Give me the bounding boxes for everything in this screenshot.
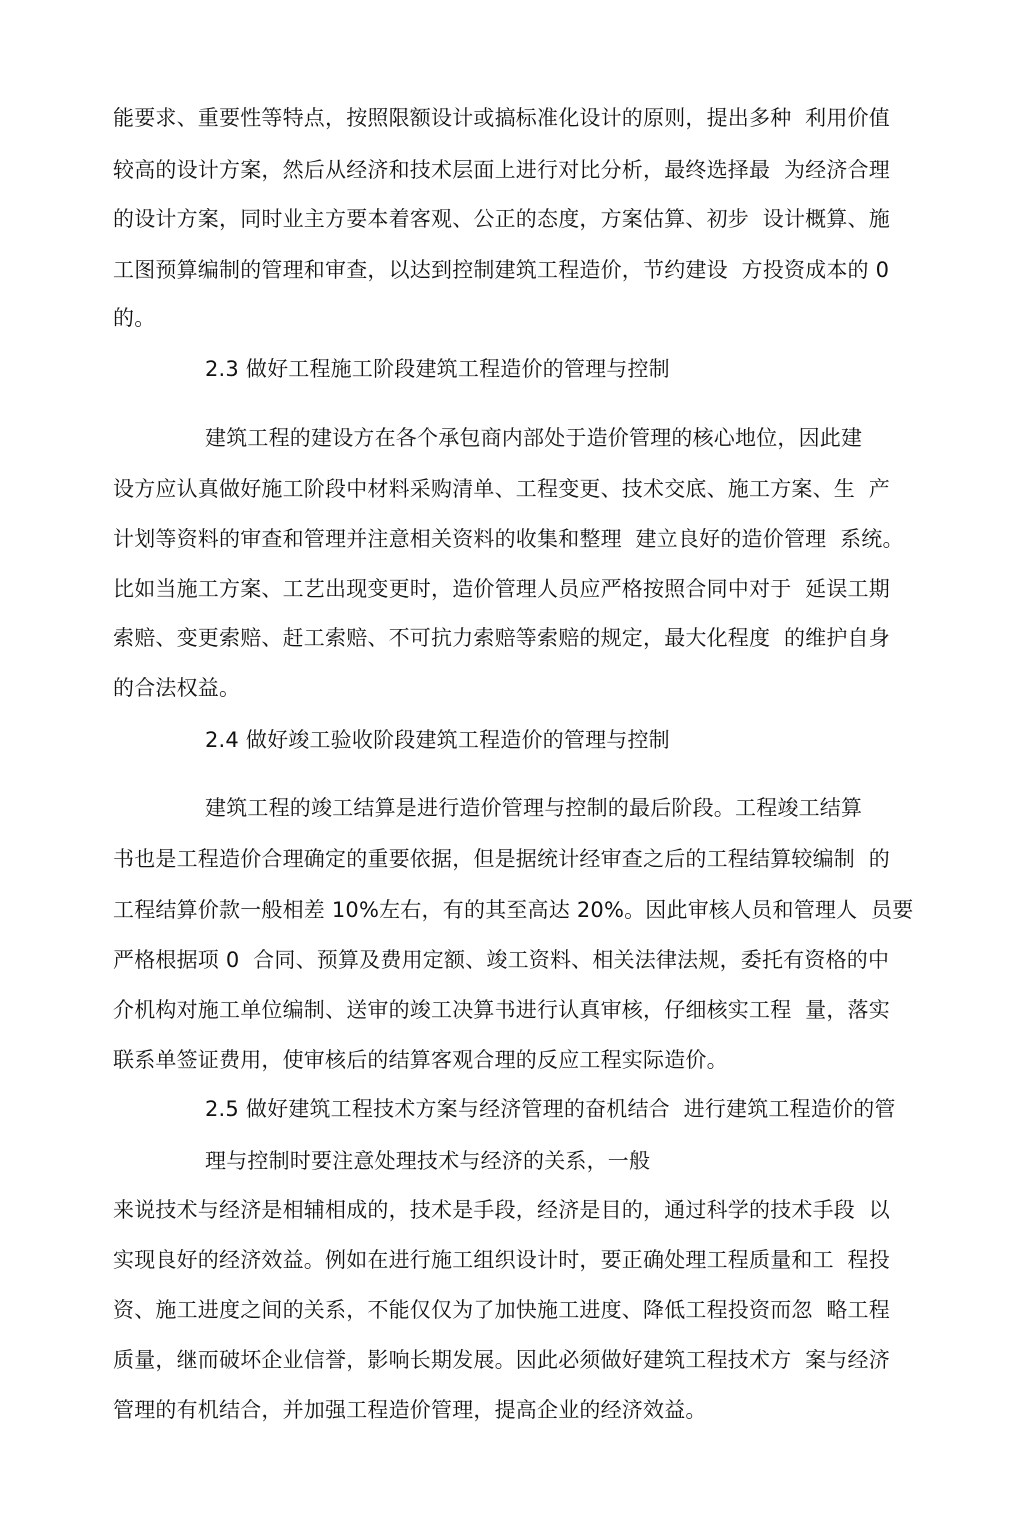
- body-text-line: 的合法权益。: [113, 676, 241, 700]
- section-heading-2-3: 2.3 做好工程施工阶段建筑工程造价的管理与控制: [205, 357, 670, 381]
- section-heading-2-5: 2.5 做好建筑工程技术方案与经济管理的奋机结合 进行建筑工程造价的管: [205, 1097, 896, 1121]
- body-text-line: 资、施工进度之间的关系，不能仅仅为了加快施工进度、降低工程投资而忽 略工程: [113, 1298, 890, 1322]
- body-text-line: 工图预算编制的管理和审查，以达到控制建筑工程造价，节约建设 方投资成本的 0: [113, 258, 890, 282]
- body-text-line: 理与控制时要注意处理技术与经济的关系，一般: [205, 1149, 651, 1173]
- body-text-line: 较高的设计方案，然后从经济和技术层面上进行对比分析，最终选择最 为经济合理: [113, 158, 890, 182]
- body-text-line: 工程结算价款一般相差 10%左右，有的其至高达 20%。因此审核人员和管理人 员要: [113, 898, 914, 922]
- body-text-line: 计划等资料的审查和管理并注意相关资料的收集和整理 建立良好的造价管理 系统。: [113, 527, 904, 551]
- body-text-line: 介机构对施工单位编制、送审的竣工决算书进行认真审核，仔细核实工程 量，落实: [113, 998, 890, 1022]
- body-text-line: 的。: [113, 306, 156, 330]
- body-text-line: 的设计方案，同时业主方要本着客观、公正的态度，方案估算、初步 设计概算、施: [113, 207, 890, 231]
- body-text-line: 管理的有机结合，并加强工程造价管理，提高企业的经济效益。: [113, 1398, 707, 1422]
- body-text-line: 来说技术与经济是相辅相成的，技术是手段，经济是目的，通过科学的技术手段 以: [113, 1198, 890, 1222]
- body-text-line: 实现良好的经济效益。例如在进行施工组织设计时，要正确处理工程质量和工 程投: [113, 1248, 890, 1272]
- body-text-line: 能要求、重要性等特点，按照限额设计或搞标准化设计的原则，提出多种 利用价值: [113, 106, 890, 130]
- body-text-line: 比如当施工方案、工艺出现变更时，造价管理人员应严格按照合同中对于 延误工期: [113, 577, 890, 601]
- section-heading-2-4: 2.4 做好竣工验收阶段建筑工程造价的管理与控制: [205, 728, 670, 752]
- body-text-line: 索赔、变更索赔、赶工索赔、不可抗力索赔等索赔的规定，最大化程度 的维护自身: [113, 626, 890, 650]
- body-text-line: 质量，继而破坏企业信誉，影响长期发展。因此必须做好建筑工程技术方 案与经济: [113, 1348, 890, 1372]
- body-text-line: 联系单签证费用，使审核后的结算客观合理的反应工程实际造价。: [113, 1048, 728, 1072]
- body-text-line: 书也是工程造价合理确定的重要依据，但是据统计经审查之后的工程结算较编制 的: [113, 847, 890, 871]
- paragraph-first-line: 建筑工程的建设方在各个承包商内部处于造价管理的核心地位，因此建: [205, 426, 863, 450]
- paragraph-first-line: 建筑工程的竣工结算是进行造价管理与控制的最后阶段。工程竣工结算: [205, 796, 863, 820]
- body-text-line: 设方应认真做好施工阶段中材料采购清单、工程变更、技术交底、施工方案、生 产: [113, 477, 890, 501]
- body-text-line: 严格根据项 0 合同、预算及费用定额、竣工资料、相关法律法规，委托有资格的中: [113, 948, 890, 972]
